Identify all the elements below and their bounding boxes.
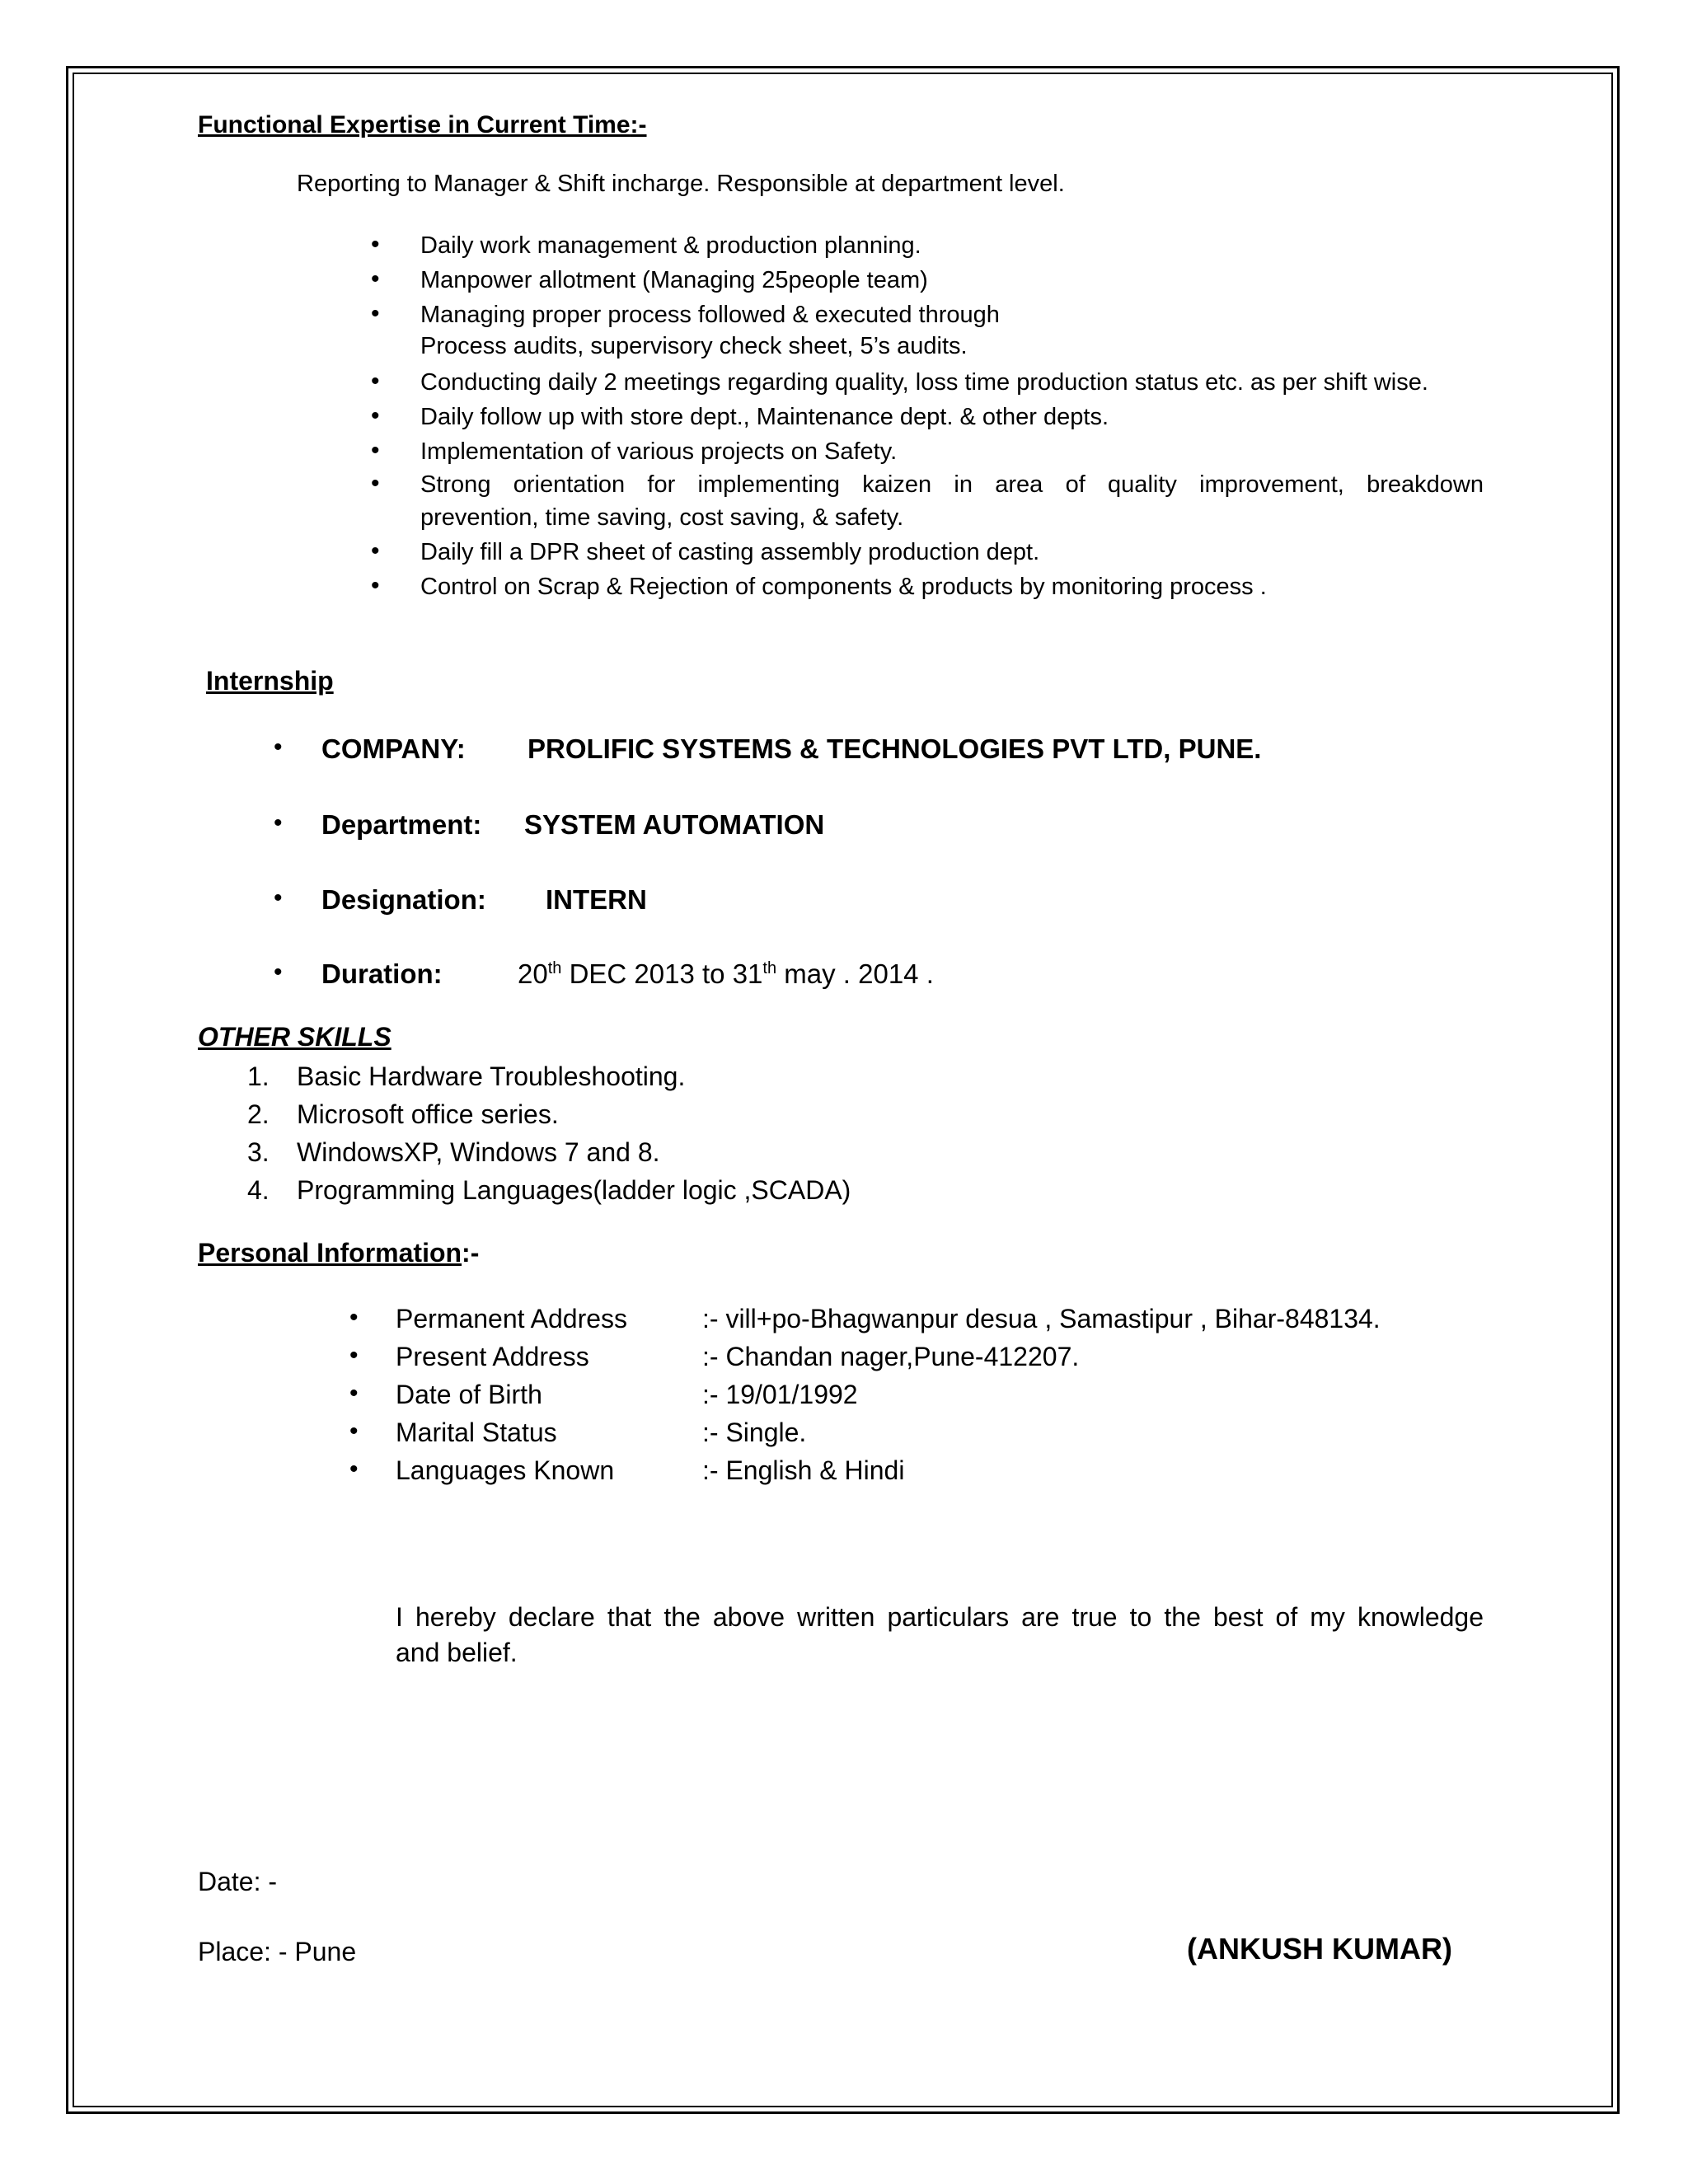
date-field: Date: - [198, 1867, 278, 1896]
skill-number: 4. [247, 1175, 270, 1205]
bullet-icon: • [274, 958, 283, 986]
skill-text: Basic Hardware Troubleshooting. [297, 1062, 686, 1091]
personal-value: :- Single. [702, 1418, 807, 1447]
skill-number: 3. [247, 1137, 270, 1167]
personal-label: Languages Known [396, 1455, 615, 1485]
designation-value: INTERN [546, 884, 647, 915]
personal-label: Marital Status [396, 1418, 557, 1447]
place-field: Place: - Pune [198, 1937, 357, 1966]
duration-value [518, 958, 934, 990]
list-item: Manpower allotment (Managing 25people team) [420, 267, 928, 293]
bullet-icon: • [274, 733, 283, 761]
bullet-icon: • [371, 437, 380, 464]
skill-text: Programming Languages(ladder logic ,SCADA) [297, 1175, 851, 1205]
personal-label: Date of Birth [396, 1380, 542, 1409]
signature-name: (ANKUSH KUMAR) [1187, 1932, 1452, 1966]
list-item: Implementation of various projects on Safety. [420, 438, 898, 465]
duration-end-sup: th [762, 959, 777, 977]
department-value: SYSTEM AUTOMATION [524, 809, 825, 840]
personal-heading-suffix: :- [462, 1238, 480, 1268]
list-item: Daily follow up with store dept., Maintenance dept. & other depts. [420, 404, 1109, 430]
bullet-icon: • [349, 1380, 359, 1407]
list-item-continuation: prevention, time saving, cost saving, & safety. [420, 504, 904, 531]
duration-label: Duration: [321, 958, 443, 989]
department-label: Department: [321, 809, 482, 840]
other-skills-heading: OTHER SKILLS [198, 1022, 392, 1052]
bullet-icon: • [371, 470, 380, 497]
functional-intro: Reporting to Manager & Shift incharge. Responsible at department level. [297, 171, 1065, 197]
declaration-line-2: and belief. [396, 1638, 518, 1667]
functional-heading-suffix: :- [630, 111, 647, 138]
bullet-icon: • [371, 572, 380, 599]
bullet-icon: • [274, 809, 283, 837]
personal-heading-text: Personal Information [198, 1238, 462, 1268]
declaration-line-1: I hereby declare that the above written particulars are true to the best of my knowledge [396, 1602, 1484, 1632]
bullet-icon: • [349, 1304, 359, 1331]
company-label: COMPANY: [321, 733, 466, 764]
duration-start-day: 20 [518, 958, 548, 989]
personal-label: Present Address [396, 1342, 589, 1371]
personal-heading [198, 1238, 479, 1268]
personal-value: :- 19/01/1992 [702, 1380, 858, 1409]
bullet-icon: • [349, 1418, 359, 1445]
bullet-icon: • [371, 300, 380, 327]
bullet-icon: • [349, 1455, 359, 1483]
skill-text: WindowsXP, Windows 7 and 8. [297, 1137, 660, 1167]
bullet-icon: • [371, 402, 380, 429]
list-item: Conducting daily 2 meetings regarding quality, loss time production status etc. as per shift wise. [420, 369, 1428, 396]
duration-start-sup: th [547, 959, 562, 977]
skill-number: 1. [247, 1062, 270, 1091]
duration-end: may . 2014 . [776, 958, 934, 989]
designation-label: Designation: [321, 884, 486, 915]
bullet-icon: • [274, 884, 283, 912]
list-item-continuation: Process audits, supervisory check sheet, 5’s audits. [420, 333, 968, 359]
functional-heading [198, 111, 647, 139]
personal-value: :- Chandan nager,Pune-412207. [702, 1342, 1080, 1371]
skill-number: 2. [247, 1099, 270, 1129]
skill-text: Microsoft office series. [297, 1099, 559, 1129]
list-item: Managing proper process followed & executed through [420, 302, 1000, 328]
list-item: Control on Scrap & Rejection of components & products by monitoring process . [420, 574, 1267, 600]
list-item: Daily fill a DPR sheet of casting assembly production dept. [420, 539, 1040, 565]
internship-heading: Internship [206, 666, 334, 696]
personal-value: :- English & Hindi [702, 1455, 905, 1485]
bullet-icon: • [371, 537, 380, 565]
functional-heading-text: Functional Expertise in Current Time [198, 111, 631, 138]
company-value: PROLIFIC SYSTEMS & TECHNOLOGIES PVT LTD, PUNE. [528, 733, 1262, 764]
bullet-icon: • [371, 265, 380, 293]
personal-value: :- vill+po-Bhagwanpur desua , Samastipur , Bihar-848134. [702, 1304, 1381, 1333]
duration-mid: DEC 2013 to 31 [561, 958, 763, 989]
personal-label: Permanent Address [396, 1304, 628, 1333]
bullet-icon: • [349, 1342, 359, 1369]
list-item: Strong orientation for implementing kaizen in area of quality improvement, breakdown [420, 471, 1484, 498]
bullet-icon: • [371, 231, 380, 258]
bullet-icon: • [371, 368, 380, 395]
list-item: Daily work management & production planning. [420, 232, 921, 259]
